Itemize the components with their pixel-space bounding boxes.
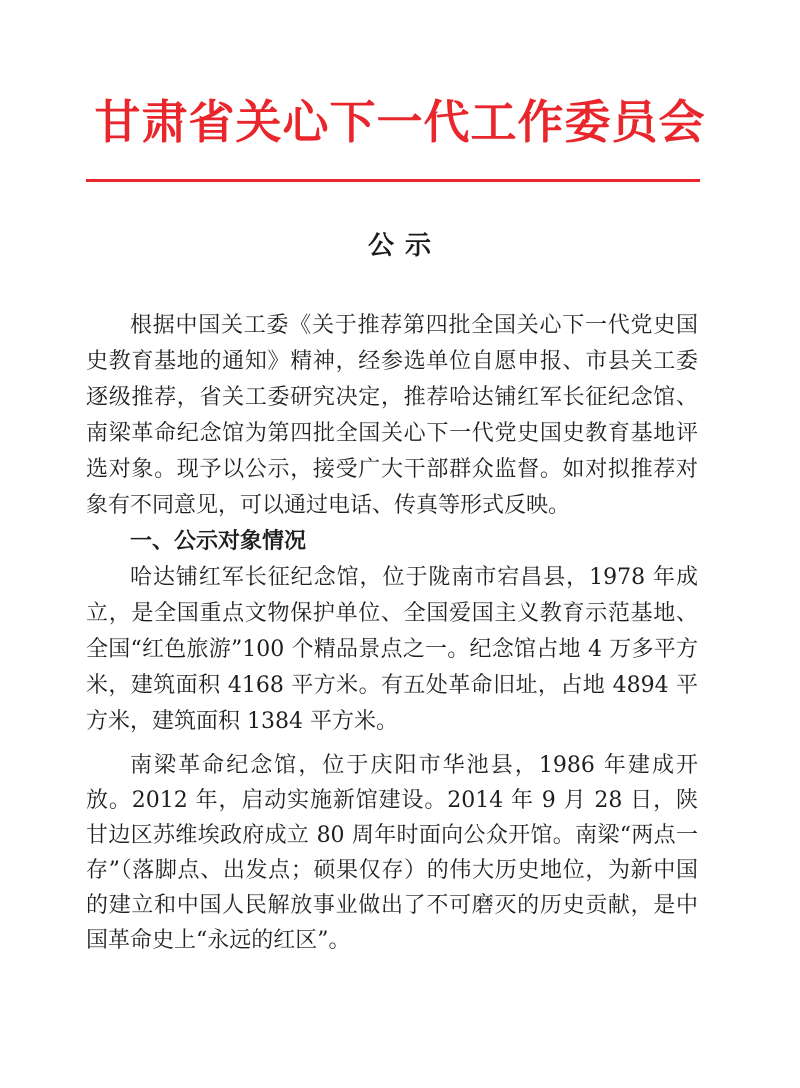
- hadapu-paragraph: 哈达铺红军长征纪念馆，位于陇南市宕昌县，1978 年成立，是全国重点文物保护单位、全国爱国主义教育示范基地、全国“红色旅游”100 个精品景点之一。纪念馆占地 4 万多平方米，建筑面积 4168 平方米。有五处革命旧址，占地 4894 平方米，建筑面积 1384 平方米。: [86, 565, 698, 734]
- letterhead-divider: [86, 179, 700, 182]
- nanliang-paragraph: 南梁革命纪念馆，位于庆阳市华池县，1986 年建成开放。2012 年，启动实施新馆建设。2014 年 9 月 28 日，陕甘边区苏维埃政府成立 80 周年时面向公众开馆。南梁“两点一存”（落脚点、出发点；硕果仅存）的伟大历史地位，为新中国的建立和中国人民解放事业做出了不可磨灭的历史贡献，是中国革命史上“永远的红区”。: [86, 753, 698, 953]
- notice-title: 公 示: [367, 231, 433, 261]
- notice-body: [86, 308, 698, 958]
- intro-paragraph: 根据中国关工委《关于推荐第四批全国关心下一代党史国史教育基地的通知》精神，经参选单位自愿申报、市县关工委逐级推荐，省关工委研究决定，推荐哈达铺红军长征纪念馆、南梁革命纪念馆为第四批全国关心下一代党史国史教育基地评选对象。现予以公示，接受广大干部群众监督。如对拟推荐对象有不同意见，可以通过电话、传真等形式反映。: [86, 313, 698, 518]
- section-heading: 一、公示对象情况: [130, 529, 307, 554]
- letterhead-org-name: 甘肃省关心下一代工作委员会: [94, 95, 706, 149]
